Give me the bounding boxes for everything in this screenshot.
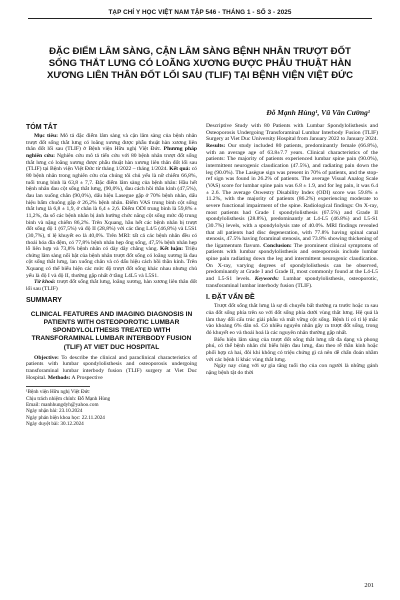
journal-header: TẠP CHÍ Y HỌC VIỆT NAM TẬP 546 - THÁNG 1 - SỐ 3 - 2025 bbox=[108, 9, 292, 16]
footnote: Email: manhhungdyh@yahoo.com bbox=[26, 401, 99, 408]
abstract-en-start bbox=[26, 355, 197, 382]
footnote: ¹Bệnh viện Hữu nghị Việt Đức bbox=[26, 389, 90, 396]
summary-vi-heading: TÓM TẮT bbox=[26, 124, 58, 131]
text-objective-vi: Mô tả đặc điểm lâm sàng và cận lâm sàng của bệnh nhân trượt đốt sống thắt lưng có loãng xương được phẫu thuật hàn xương liên thân đốt lối sau (TLIF) ở Bệnh viện Hữu nghị Việt Đức. bbox=[26, 133, 197, 153]
footnote: Chịu trách nhiệm chính: Đỗ Mạnh Hùng bbox=[26, 395, 111, 402]
intro-paragraph: Trượt đốt sống thắt lưng là sự di chuyển bất thường ra trước hoặc ra sau của đốt sống phía trên so với đốt sống phía dưới vùng thắt lưng. Hệ quả là làm thay đổi cấu trúc giải phẫu và mất vững cột sống. Bệnh lí có tỉ lệ mắc vào khoảng 6% dân số. Có nhiều nguyên nhân gây ra trượt đốt sống, trong đó khuyết eo và thoái hoá là các nguyên nhân thường gặp nhất. bbox=[206, 303, 378, 337]
page-number: 201 bbox=[364, 582, 374, 589]
text-keywords-vi: trượt đốt sống thắt lưng, loãng xương, hàn xương liên thân đốt lối sau (TLIF) bbox=[26, 279, 197, 293]
text-methods-vi: Nghiên cứu mô tả tiến cứu với 80 bệnh nhân trượt đốt sống thắt lưng có loãng xương được phẫu thuật hàn xương liên thân đốt lối sau (TLIF) tại Bệnh viện Việt Đức từ tháng 1/2022 – tháng 1/2024. bbox=[26, 152, 197, 173]
label-keywords-vi: Từ khoá: bbox=[34, 279, 56, 286]
left-column bbox=[26, 123, 197, 427]
text-objective-en: To describe the clinical and paraclinical characteristics of patients with lumbar spondylolisthesis and osteoporosis undergoing transforaminal lumbar interbody fusion (TLIF) surgery at Viet Duc Hospital. bbox=[26, 354, 197, 381]
text-methods-en-cont: Descriptive Study with 80 Patients with Lumbar Spondylolisthesis and Osteoporosis Undergoing Transforaminal Lumbar Interbody Fusion (TLIF) Surgery at Viet Duc University Hospital from January 2022 to January 2024. bbox=[206, 123, 378, 143]
article-title: ĐẶC ĐIỂM LÂM SÀNG, CẬN LÂM SÀNG BỆNH NHÂN TRƯỢT ĐỐT SỐNG THẮT LƯNG CÓ LOÃNG XƯƠNG ĐƯỢC PHẪU THUẬT HÀN XƯƠNG LIÊN THÂN ĐỐT LỐI SAU (TLIF) TẠI BỆNH VIỆN VIỆT ĐỨC bbox=[46, 46, 354, 82]
authors: Đỗ Mạnh Hùng¹, Vũ Văn Cường¹ bbox=[266, 108, 370, 117]
footnote: Ngày nhận bài: 23.10.2024 bbox=[26, 408, 83, 415]
intro-paragraph: Ngày nay cùng với sự gia tăng tuổi thọ của con người là những gánh nặng bệnh tật do thời bbox=[206, 363, 378, 376]
label-conclusion-vi: Kết luận: bbox=[160, 246, 184, 253]
right-column bbox=[206, 123, 378, 377]
footnote: Ngày duyệt bài: 30.12.2024 bbox=[26, 420, 84, 427]
text-results-en: Our study included 80 patients, predominantly female (66.8%), with an average age of 63.8±7.7 years. Clinical characteristics of the patients: The majority of patients experienced lumbar spine pain (90.0%), intermittent neurogenic claudication (47.5%), and radiating pain down the leg (90.0%). The Lasègue sign was present in 70% of patients, and the stop-ref sign was found in 26.2% of patients. The average Visual Analog Scale (VAS) score for lumbar spine pain was 6.8 ± 1.9, and for leg pain, it was 6.4 ± 2.6. The average Oswestry Disability Index (ODI) score was 59.8% ± 11.2%, with the majority of patients (86.2%) experiencing moderate to severe functional impairment of the spine. Radiological findings: On X-ray, most patients had Grade I spondylolisthesis (67.5%) and Grade II spondylolisthesis (28.8%), predominantly at L4-L5 (46.8%) and L5-S1 (30.7%) levels, with a spondylolysis rate of 40.0%. MRI findings revealed that all patients had disc degeneration, with 77.8% having spinal canal stenosis, 47.5% having foraminal stenosis, and 73.8% showing thickening of the ligamentum flavum. bbox=[206, 142, 378, 249]
english-title: CLINICAL FEATURES AND IMAGING DIAGNOSIS IN PATIENTS WITH OSTEOPOROTIC LUMBAR SPONDYLOLITHESIS TREATED WITH TRANSFORAMINAL LUMBAR INTERBODY FUSION (TLIF) AT VIET DUC HOSPITAL bbox=[30, 310, 193, 351]
label-objective-vi: Mục tiêu: bbox=[34, 133, 58, 139]
label-methods-en: Methods: bbox=[47, 374, 71, 381]
summary-en-heading: SUMMARY bbox=[26, 296, 62, 304]
intro-heading: I. ĐẶT VẤN ĐỀ bbox=[206, 294, 255, 302]
text-conclusion-en: The prominent clinical symptoms of patients with lumbar spondylolisthesis and osteoporosis include lumbar spine pain radiating down the leg and intermittent neurogenic claudication. On X-ray, varying degrees of spondylolisthesis can be observed, predominantly at Grade I and Grade II, most commonly found at the L4-L5 and L5-S1 levels. bbox=[206, 242, 378, 283]
label-methods-vi: Phương pháp nghiên cứu: bbox=[26, 146, 197, 159]
abstract-vi bbox=[26, 133, 197, 279]
text-keywords-en: Lumbar spondylolisthesis, osteoporotic, transforaminal lumbar interbody fusion (TLIF). bbox=[206, 276, 378, 289]
label-results-en: Results: bbox=[206, 142, 226, 149]
footnote-rule bbox=[26, 386, 90, 387]
header-rule bbox=[28, 18, 372, 19]
label-results-vi: Kết quả: bbox=[169, 166, 191, 173]
abstract-en-continued bbox=[206, 123, 378, 289]
label-objective-en: Objective: bbox=[34, 354, 59, 361]
text-conclusion-vi: Triệu chứng lâm sàng nổi bật của bệnh nhân trượt đốt sống có loãng xương là đau cột sống thắt lưng, lan xuống chân và có dấu hiệu cách hồi thần kinh. Trên Xquang có thể biểu hiện các mức độ trượt đốt sống khác nhau nhưng chủ yếu là độ I và độ II, thường gặp nhất ở tầng L4L5 và L5S1. bbox=[26, 246, 198, 279]
intro-paragraph: Biểu hiện lâm sàng của trượt đốt sống thắt lưng rất đa dạng và phong phú, có thể bệnh nhân chỉ biểu hiện đau lưng, đau theo rễ thần kinh hoặc phối hợp cả hai, đôi khi không có triệu chứng gì cả nên dễ chẩn đoán nhầm với các bệnh lí khác vùng thắt lưng. bbox=[206, 336, 378, 363]
label-keywords-en: Keywords: bbox=[254, 276, 280, 283]
text-results-vi: có 80 bệnh nhân trong nghiên cứu của chúng tôi chủ yếu là nữ chiếm 66,8%, tuổi trung bình là 63,8 ± 7,7. Đặc điểm lâm sàng của bệnh nhân: Hầu hết bệnh nhân đau cột sống thắt lưng, (90,0%), đau cách hồi thần kinh (47,5%), đau lan xuống chân (90,0%), dấu hiệu Lasegue gặp ở 70% bệnh nhân, dấu hiệu bấm chuông gặp ở 26,2% bệnh nhân. Điểm VAS trung bình cột sống thắt lưng là 6,8 ± 1,9, ở chân là 6,4 ± 2,6. Điểm ODI trung bình là 59,8% ± 11,2%, đa số các bệnh nhân bị ảnh hưởng chức năng cột sống mức độ trung bình và nặng chiếm 86,2%. Trên Xquang, hầu hết các bệnh nhân bị trượt đốt sống độ 1 (67,5%) và độ II (28,8%) với các tầng L4/5 (46,8%) và L5S1 (30,7%), tỉ lệ khuyết eo là 40,0%. Trên MRI: tất cả các bệnh nhân đều có thoái hóa đĩa đệm, có 77,8% bệnh nhân hẹp ống sống, 47,5% bệnh nhân hẹp lỗ liên hợp và 73,8% bệnh nhân có dày dây chằng vàng. bbox=[26, 166, 197, 253]
label-conclusion-en: Conclusion: bbox=[263, 242, 292, 249]
footnote: Ngày phản biện khoa học: 22.11.2024 bbox=[26, 414, 105, 421]
keywords-vi bbox=[26, 279, 197, 292]
text-methods-en: A Prospective bbox=[70, 374, 103, 381]
